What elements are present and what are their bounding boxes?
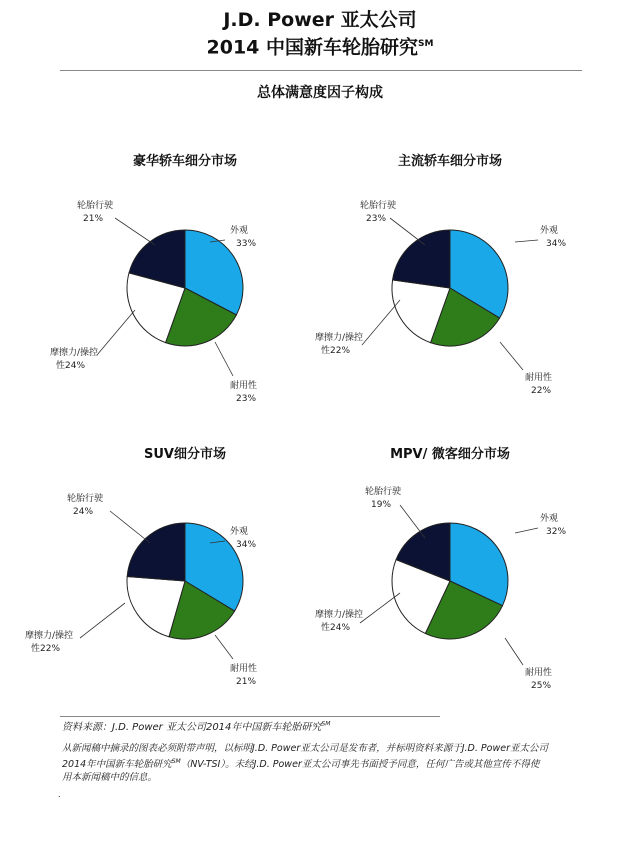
leader-line-durability: [215, 635, 233, 659]
slice-label-durability: 耐用性: [230, 664, 258, 674]
slice-value-traction-handling: 性22%: [321, 346, 351, 356]
slice-value-ride: 24%: [73, 507, 94, 517]
disclaimer-line-1: 从新闻稿中摘录的图表必须附带声明，以标明J.D. Power亚太公司是发布者，并标明资料来源于J.D. Power亚太公司: [62, 743, 548, 754]
chart-panel-mpv: [315, 443, 620, 743]
chart-panel-mainstream: [315, 150, 620, 450]
leader-line-appearance: [515, 528, 538, 533]
slice-label-ride: 轮胎行驶: [77, 201, 114, 211]
slice-label-appearance: 外观: [540, 514, 559, 524]
slice-value-traction-handling: 性24%: [56, 361, 86, 371]
slice-label-ride: 轮胎行驶: [67, 494, 104, 504]
leader-line-durability: [505, 638, 523, 665]
disclaimer-line-2b: （NV-TSI）。未经J.D. Power亚太公司事先书面授予同意，任何广告或其他宣传不得使: [180, 759, 540, 771]
slice-label-traction-handling: 摩擦力/操控: [315, 333, 364, 343]
leader-line-traction-handling: [362, 300, 400, 345]
slice-value-ride: 21%: [83, 214, 104, 224]
slice-value-ride: 23%: [366, 214, 387, 224]
disclaimer: [62, 742, 602, 784]
footer-divider: [60, 716, 440, 717]
slice-label-durability: 耐用性: [525, 373, 553, 383]
source-note: [62, 718, 330, 733]
slice-label-traction-handling: 摩擦力/操控: [315, 610, 364, 620]
leader-line-ride: [400, 505, 425, 538]
slice-label-traction-handling: 摩擦力/操控: [50, 348, 99, 358]
slice-value-durability: 21%: [236, 677, 257, 687]
slice-label-appearance: 外观: [540, 226, 559, 236]
disclaimer-sm-mark: SM: [171, 758, 181, 765]
leader-line-ride: [115, 218, 155, 245]
pie-chart-mpv: [315, 443, 620, 743]
source-sm-mark: SM: [321, 720, 331, 728]
header-company: J.D. Power 亚太公司: [223, 9, 417, 31]
pie-chart-suv: [25, 443, 355, 743]
chart-panel-luxury: [50, 150, 355, 450]
header-sm-mark: SM: [418, 39, 434, 49]
chart-title: SUV细分市场: [144, 447, 226, 462]
slice-label-appearance: 外观: [230, 226, 249, 236]
slice-label-ride: 轮胎行驶: [365, 487, 402, 497]
slice-label-ride: 轮胎行驶: [360, 201, 397, 211]
leader-line-traction-handling: [360, 593, 400, 623]
slice-label-durability: 耐用性: [525, 668, 553, 678]
leader-line-traction-handling: [80, 603, 125, 638]
leader-line-durability: [215, 342, 233, 376]
slice-value-durability: 22%: [531, 386, 552, 396]
disclaimer-line-2a: 2014年中国新车轮胎研究: [62, 759, 172, 771]
slice-value-traction-handling: 性24%: [321, 623, 351, 633]
report-header: [0, 8, 640, 59]
pie-slice-ride: [393, 230, 450, 288]
chart-panel-suv: [25, 443, 355, 743]
leader-line-appearance: [515, 240, 538, 242]
slice-value-ride: 19%: [371, 500, 392, 510]
slice-value-durability: 23%: [236, 394, 257, 404]
leader-line-durability: [500, 342, 523, 370]
disclaimer-line-2: [62, 755, 602, 771]
slice-value-appearance: 34%: [236, 540, 257, 550]
slice-value-appearance: 33%: [236, 239, 257, 249]
page-subtitle: 总体满意度因子构成: [257, 85, 383, 101]
slice-value-durability: 25%: [531, 681, 552, 691]
slice-value-appearance: 34%: [546, 239, 567, 249]
header-study-title: [0, 32, 640, 59]
slice-label-appearance: 外观: [230, 527, 249, 537]
header-divider: [60, 70, 582, 71]
chart-title: 豪华轿车细分市场: [132, 154, 237, 169]
slice-label-durability: 耐用性: [230, 381, 258, 391]
slice-value-appearance: 32%: [546, 527, 567, 537]
leader-line-ride: [390, 218, 425, 245]
leader-line-traction-handling: [97, 310, 135, 355]
slice-label-traction-handling: 摩擦力/操控: [25, 631, 74, 641]
pie-chart-luxury: [50, 150, 355, 450]
source-text: 资料来源：J.D. Power 亚太公司2014年中国新车轮胎研究: [62, 722, 322, 733]
slice-value-traction-handling: 性22%: [31, 644, 61, 654]
leader-line-ride: [110, 511, 150, 543]
chart-title: MPV/ 微客细分市场: [390, 447, 510, 462]
chart-title: 主流轿车细分市场: [397, 154, 502, 169]
disclaimer-line-3: 用本新闻稿中的信息。: [62, 772, 158, 784]
pie-chart-mainstream: [315, 150, 620, 450]
footer-dot: .: [58, 790, 61, 799]
header-study-text: 2014 中国新车轮胎研究: [206, 36, 419, 59]
